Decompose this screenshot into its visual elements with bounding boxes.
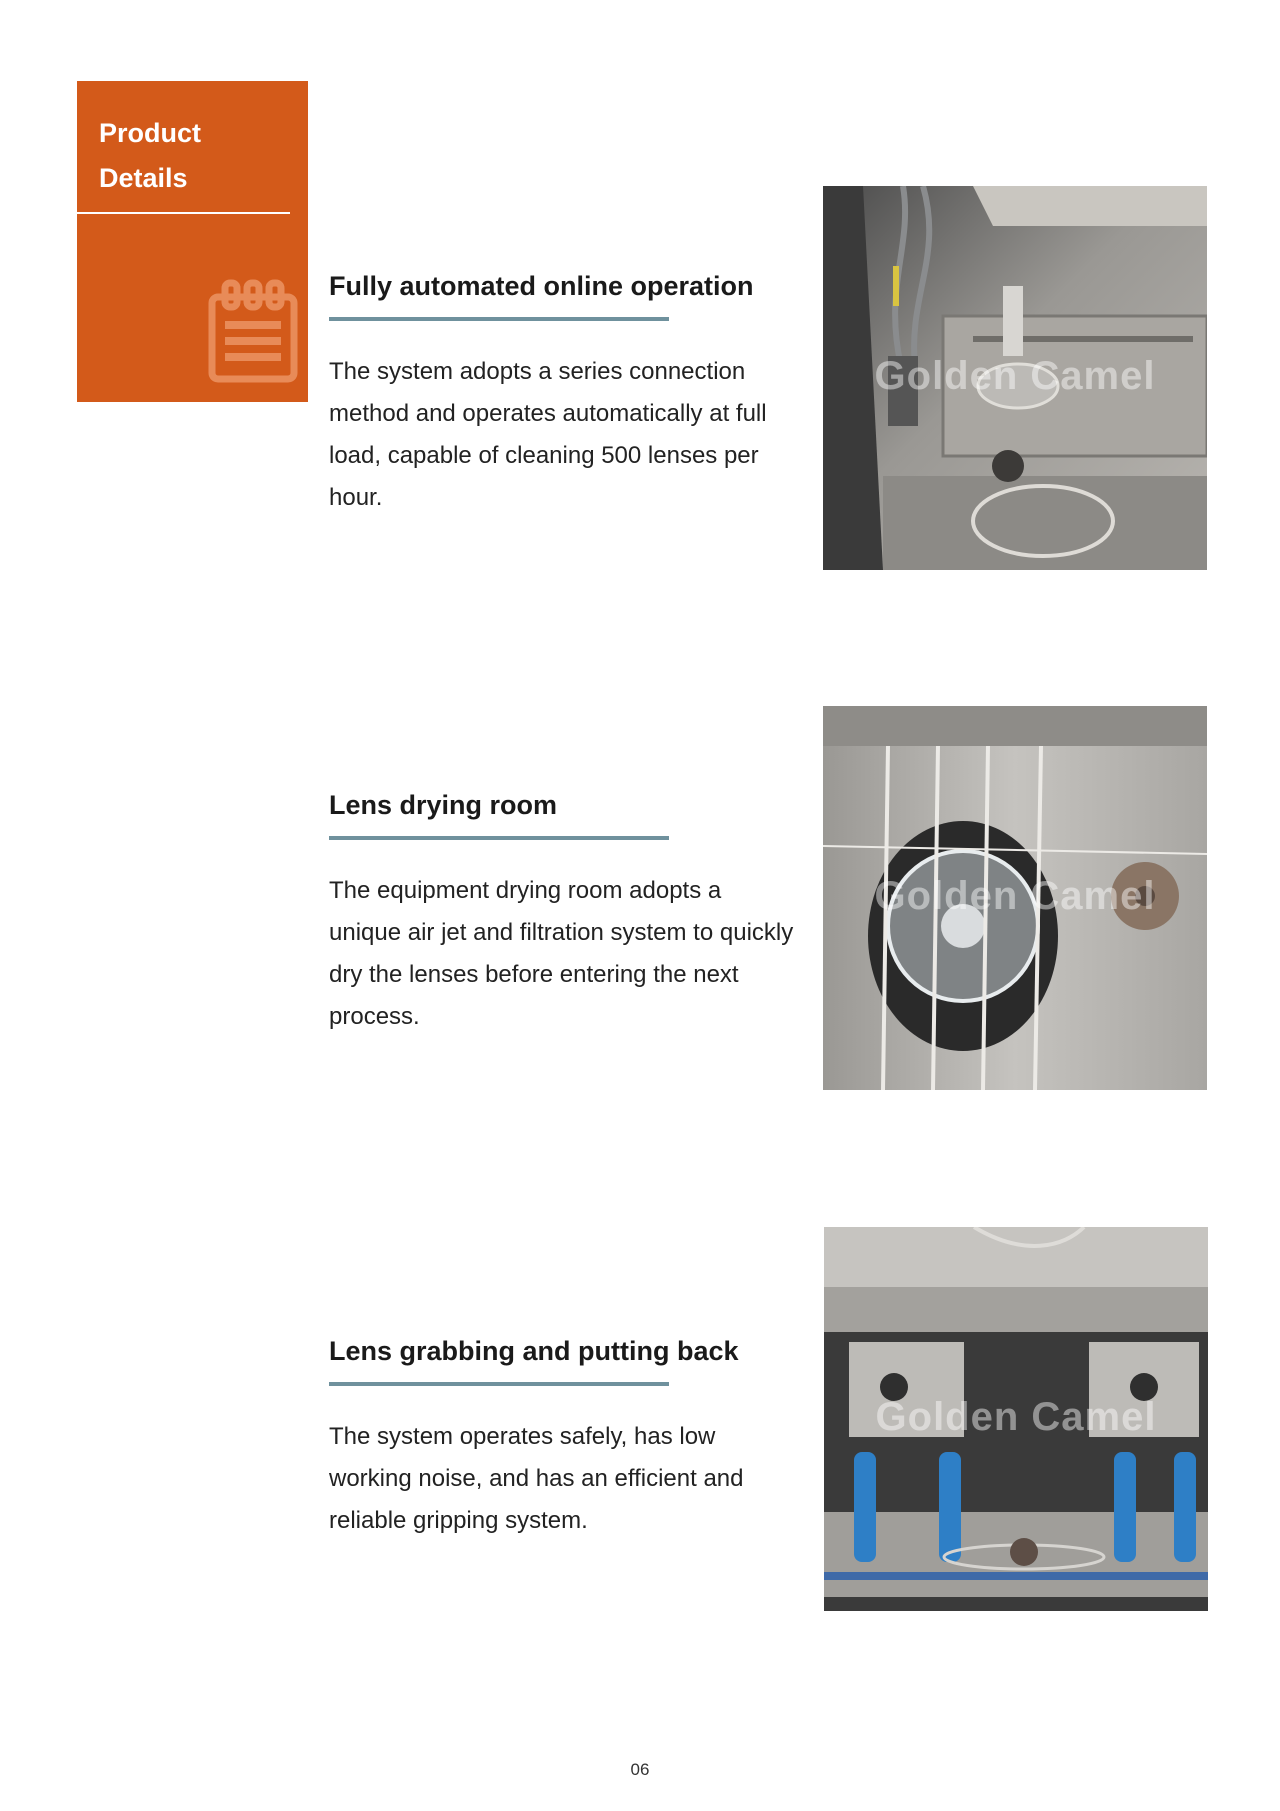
section-underline xyxy=(329,1382,669,1386)
section-lens-grabbing xyxy=(329,1333,799,1542)
section-title: Fully automated online operation xyxy=(329,271,754,301)
section-automated-operation xyxy=(329,268,799,519)
section-lens-drying-room xyxy=(329,787,799,1038)
section-text: The system adopts a series connection method and operates automatically at full load, capable of cleaning 500 lenses per hour. xyxy=(329,358,767,511)
section-underline xyxy=(329,317,669,321)
product-details-badge xyxy=(77,81,308,402)
section-text: The equipment drying room adopts a unique air jet and filtration system to quickly dry the lenses before entering the next process. xyxy=(329,877,794,1030)
badge-title xyxy=(99,111,201,201)
photo-watermark: Golden Camel xyxy=(874,874,1156,918)
badge-title-line2: Details xyxy=(99,163,188,193)
photo-watermark: Golden Camel xyxy=(874,354,1156,398)
photo-drying-room xyxy=(823,706,1207,1090)
photo-cleaning-machine xyxy=(823,186,1207,570)
section-text: The system operates safely, has low working noise, and has an efficient and reliable gripping system. xyxy=(329,1423,744,1534)
badge-divider xyxy=(77,212,290,214)
photo-gripping-system xyxy=(824,1227,1208,1611)
photo-watermark: Golden Camel xyxy=(875,1395,1157,1439)
section-title: Lens grabbing and putting back xyxy=(329,1336,739,1366)
section-title: Lens drying room xyxy=(329,790,558,820)
section-underline xyxy=(329,836,669,840)
badge-title-line1: Product xyxy=(99,118,202,148)
calendar-icon xyxy=(207,279,299,383)
page-number: 06 xyxy=(630,1760,650,1779)
